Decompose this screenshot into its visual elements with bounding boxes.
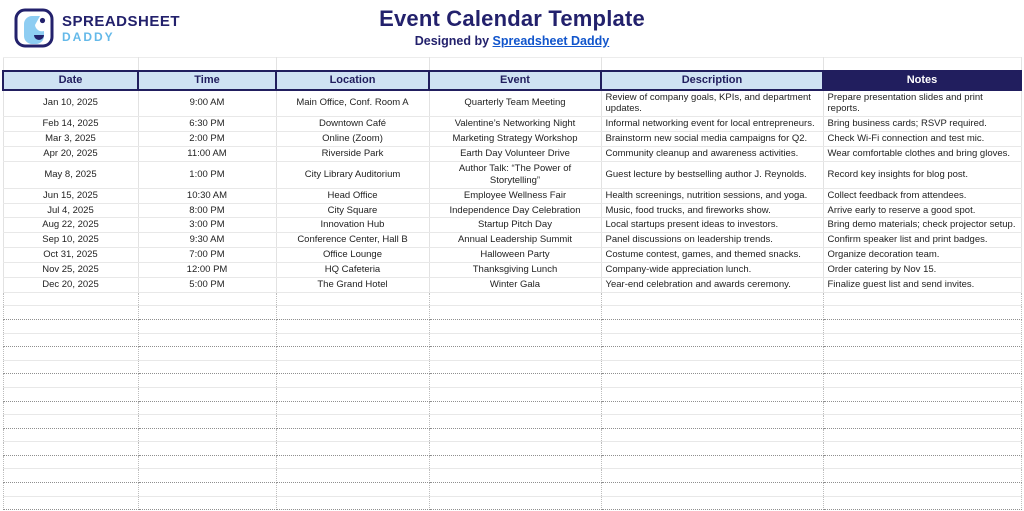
empty-cell[interactable] (823, 455, 1021, 469)
cell-description[interactable]: Company-wide appreciation lunch. (601, 263, 823, 278)
cell-event[interactable]: Quarterly Team Meeting (429, 90, 601, 117)
empty-row (3, 374, 1021, 388)
table-row (3, 203, 1021, 218)
empty-cell[interactable] (138, 455, 276, 469)
page-header (0, 0, 1024, 57)
cell-date[interactable]: Sep 10, 2025 (3, 233, 138, 248)
cell-date[interactable]: Jun 15, 2025 (3, 188, 138, 203)
cell-description[interactable]: Informal networking event for local entrepreneurs. (601, 117, 823, 132)
empty-cell[interactable] (601, 387, 823, 401)
empty-cell[interactable] (276, 292, 429, 306)
cell-notes[interactable]: Arrive early to reserve a good spot. (823, 203, 1021, 218)
empty-row (3, 442, 1021, 456)
empty-row (3, 483, 1021, 497)
empty-cell[interactable] (823, 347, 1021, 361)
empty-cell[interactable] (276, 428, 429, 442)
cell-description[interactable]: Costume contest, games, and themed snacks. (601, 248, 823, 263)
empty-cell[interactable] (276, 333, 429, 347)
cell-description[interactable]: Brainstorm new social media campaigns for Q2. (601, 132, 823, 147)
empty-cell[interactable] (429, 292, 601, 306)
cell-event[interactable]: Annual Leadership Summit (429, 233, 601, 248)
empty-cell[interactable] (3, 319, 138, 333)
empty-cell[interactable] (823, 374, 1021, 388)
cell-description[interactable]: Guest lecture by bestselling author J. Reynolds. (601, 161, 823, 188)
column-header-event[interactable]: Event (429, 71, 601, 90)
empty-cell[interactable] (429, 442, 601, 456)
empty-cell[interactable] (138, 306, 276, 320)
empty-cell[interactable] (601, 360, 823, 374)
event-calendar-table (2, 57, 1022, 510)
cell-notes[interactable]: Bring demo materials; check projector setup. (823, 218, 1021, 233)
empty-cell[interactable] (601, 333, 823, 347)
empty-cell[interactable] (429, 415, 601, 429)
empty-cell[interactable] (429, 333, 601, 347)
logo-text-bottom: DADDY (62, 29, 115, 44)
empty-cell[interactable] (3, 306, 138, 320)
empty-cell[interactable] (3, 347, 138, 361)
empty-cell[interactable] (429, 319, 601, 333)
page-subtitle (0, 34, 1024, 48)
empty-cell[interactable] (823, 469, 1021, 483)
cell-date[interactable]: Jan 10, 2025 (3, 90, 138, 117)
empty-cell[interactable] (3, 292, 138, 306)
empty-cell[interactable] (3, 387, 138, 401)
empty-cell[interactable] (601, 401, 823, 415)
empty-cell[interactable] (3, 483, 138, 497)
empty-row (3, 415, 1021, 429)
empty-row (3, 455, 1021, 469)
empty-cell[interactable] (429, 306, 601, 320)
logo-text-top: SPREADSHEET (62, 12, 181, 30)
empty-row (3, 401, 1021, 415)
empty-cell[interactable] (138, 387, 276, 401)
cell-location[interactable]: Downtown Café (276, 117, 429, 132)
cell-event[interactable]: Winter Gala (429, 277, 601, 292)
empty-row (3, 333, 1021, 347)
empty-cell[interactable] (601, 469, 823, 483)
column-header-location[interactable]: Location (276, 71, 429, 90)
empty-cell[interactable] (138, 415, 276, 429)
empty-cell[interactable] (138, 483, 276, 497)
cell-notes[interactable]: Finalize guest list and send invites. (823, 277, 1021, 292)
cell-date[interactable]: Nov 25, 2025 (3, 263, 138, 278)
empty-cell[interactable] (601, 306, 823, 320)
cell-time[interactable]: 3:00 PM (138, 218, 276, 233)
cell-location[interactable]: Riverside Park (276, 147, 429, 162)
empty-cell[interactable] (276, 387, 429, 401)
table-row (3, 90, 1021, 117)
cell-description[interactable]: Community cleanup and awareness activities. (601, 147, 823, 162)
empty-row (3, 292, 1021, 306)
table-row (3, 263, 1021, 278)
table-row (3, 218, 1021, 233)
cell-time[interactable]: 2:00 PM (138, 132, 276, 147)
cell-notes[interactable]: Collect feedback from attendees. (823, 188, 1021, 203)
page-title: Event Calendar Template (379, 6, 645, 31)
cell-location[interactable]: Online (Zoom) (276, 132, 429, 147)
column-header-date[interactable]: Date (3, 71, 138, 90)
empty-cell[interactable] (429, 483, 601, 497)
empty-cell[interactable] (276, 374, 429, 388)
empty-cell[interactable] (3, 428, 138, 442)
cell-description[interactable]: Panel discussions on leadership trends. (601, 233, 823, 248)
column-header-time[interactable]: Time (138, 71, 276, 90)
cell-event[interactable]: Valentine’s Networking Night (429, 117, 601, 132)
cell-time[interactable]: 11:00 AM (138, 147, 276, 162)
empty-cell[interactable] (138, 333, 276, 347)
empty-row (3, 319, 1021, 333)
cell-notes[interactable]: Order catering by Nov 15. (823, 263, 1021, 278)
empty-cell[interactable] (601, 292, 823, 306)
empty-cell[interactable] (601, 496, 823, 510)
empty-cell[interactable] (823, 319, 1021, 333)
empty-cell[interactable] (823, 442, 1021, 456)
empty-cell[interactable] (601, 483, 823, 497)
cell-date[interactable]: May 8, 2025 (3, 161, 138, 188)
empty-cell[interactable] (138, 442, 276, 456)
empty-cell[interactable] (276, 496, 429, 510)
cell-event[interactable]: Author Talk: “The Power of Storytelling” (429, 161, 601, 188)
empty-cell[interactable] (3, 469, 138, 483)
empty-cell[interactable] (429, 401, 601, 415)
cell-description[interactable]: Year-end celebration and awards ceremony. (601, 277, 823, 292)
cell-event[interactable]: Thanksgiving Lunch (429, 263, 601, 278)
empty-cell[interactable] (3, 401, 138, 415)
table-row (3, 132, 1021, 147)
cell-description[interactable]: Local startups present ideas to investors. (601, 218, 823, 233)
empty-cell[interactable] (429, 496, 601, 510)
empty-cell[interactable] (429, 387, 601, 401)
table-row (3, 161, 1021, 188)
table-row (3, 233, 1021, 248)
empty-cell[interactable] (429, 347, 601, 361)
cell-location[interactable]: City Library Auditorium (276, 161, 429, 188)
cell-date[interactable]: Mar 3, 2025 (3, 132, 138, 147)
empty-cell[interactable] (138, 347, 276, 361)
column-header-description[interactable]: Description (601, 71, 823, 90)
empty-cell[interactable] (276, 360, 429, 374)
cell-time[interactable]: 9:00 AM (138, 90, 276, 117)
empty-cell[interactable] (3, 496, 138, 510)
empty-cell[interactable] (138, 374, 276, 388)
empty-cell[interactable] (138, 496, 276, 510)
cell-event[interactable]: Earth Day Volunteer Drive (429, 147, 601, 162)
empty-cell[interactable] (138, 401, 276, 415)
empty-cell[interactable] (823, 428, 1021, 442)
cell-notes[interactable]: Check Wi-Fi connection and test mic. (823, 132, 1021, 147)
column-header-notes[interactable]: Notes (823, 71, 1021, 90)
cell-date[interactable]: Dec 20, 2025 (3, 277, 138, 292)
cell-event[interactable]: Halloween Party (429, 248, 601, 263)
cell-location[interactable]: Main Office, Conf. Room A (276, 90, 429, 117)
empty-cell[interactable] (3, 360, 138, 374)
cell-notes[interactable]: Confirm speaker list and print badges. (823, 233, 1021, 248)
empty-cell[interactable] (138, 319, 276, 333)
spreadsheet-daddy-link[interactable]: Spreadsheet Daddy (492, 34, 610, 48)
empty-cell[interactable] (3, 455, 138, 469)
table-row (3, 117, 1021, 132)
cell-time[interactable]: 5:00 PM (138, 277, 276, 292)
empty-cell[interactable] (429, 374, 601, 388)
empty-row (3, 360, 1021, 374)
empty-cell[interactable] (3, 333, 138, 347)
cell-event[interactable]: Independence Day Celebration (429, 203, 601, 218)
table-header-row (3, 71, 1021, 90)
cell-time[interactable]: 7:00 PM (138, 248, 276, 263)
empty-cell[interactable] (138, 360, 276, 374)
cell-date[interactable]: Aug 22, 2025 (3, 218, 138, 233)
empty-cell[interactable] (276, 415, 429, 429)
cell-event[interactable]: Marketing Strategy Workshop (429, 132, 601, 147)
table-row (3, 147, 1021, 162)
empty-cell[interactable] (429, 360, 601, 374)
cell-notes[interactable]: Wear comfortable clothes and bring gloves. (823, 147, 1021, 162)
empty-cell[interactable] (276, 401, 429, 415)
cell-location[interactable]: The Grand Hotel (276, 277, 429, 292)
empty-cell[interactable] (276, 319, 429, 333)
empty-row (3, 306, 1021, 320)
empty-cell[interactable] (276, 347, 429, 361)
empty-cell[interactable] (276, 306, 429, 320)
cell-location[interactable]: Conference Center, Hall B (276, 233, 429, 248)
cell-time[interactable]: 8:00 PM (138, 203, 276, 218)
cell-date[interactable]: Jul 4, 2025 (3, 203, 138, 218)
empty-cell[interactable] (823, 292, 1021, 306)
empty-cell[interactable] (3, 374, 138, 388)
empty-cell[interactable] (276, 442, 429, 456)
empty-cell[interactable] (138, 428, 276, 442)
cell-notes[interactable]: Organize decoration team. (823, 248, 1021, 263)
empty-cell[interactable] (138, 292, 276, 306)
empty-cell[interactable] (3, 415, 138, 429)
event-table-body (3, 90, 1021, 510)
cell-description[interactable]: Review of company goals, KPIs, and department updates. (601, 90, 823, 117)
cell-location[interactable]: Office Lounge (276, 248, 429, 263)
cell-date[interactable]: Apr 20, 2025 (3, 147, 138, 162)
empty-cell[interactable] (276, 455, 429, 469)
cell-location[interactable]: Innovation Hub (276, 218, 429, 233)
cell-time[interactable]: 10:30 AM (138, 188, 276, 203)
empty-row (3, 469, 1021, 483)
empty-cell[interactable] (601, 374, 823, 388)
cell-date[interactable]: Oct 31, 2025 (3, 248, 138, 263)
empty-cell[interactable] (601, 415, 823, 429)
cell-time[interactable]: 1:00 PM (138, 161, 276, 188)
empty-cell[interactable] (823, 401, 1021, 415)
empty-cell[interactable] (823, 306, 1021, 320)
cell-notes[interactable]: Bring business cards; RSVP required. (823, 117, 1021, 132)
empty-cell[interactable] (601, 442, 823, 456)
table-row (3, 248, 1021, 263)
empty-row (3, 496, 1021, 510)
empty-cell[interactable] (276, 469, 429, 483)
empty-cell[interactable] (3, 442, 138, 456)
empty-cell[interactable] (823, 360, 1021, 374)
empty-row (3, 347, 1021, 361)
cell-location[interactable]: HQ Cafeteria (276, 263, 429, 278)
empty-cell[interactable] (276, 483, 429, 497)
cell-notes[interactable]: Prepare presentation slides and print reports. (823, 90, 1021, 117)
table-row (3, 188, 1021, 203)
subtitle-prefix: Designed by (414, 34, 493, 48)
empty-cell[interactable] (138, 469, 276, 483)
empty-cell[interactable] (823, 496, 1021, 510)
empty-row (3, 387, 1021, 401)
title-block (0, 6, 1024, 48)
cell-location[interactable]: City Square (276, 203, 429, 218)
spacer-row (3, 58, 1021, 71)
cell-time[interactable]: 6:30 PM (138, 117, 276, 132)
cell-time[interactable]: 12:00 PM (138, 263, 276, 278)
cell-time[interactable]: 9:30 AM (138, 233, 276, 248)
cell-event[interactable]: Startup Pitch Day (429, 218, 601, 233)
empty-cell[interactable] (601, 347, 823, 361)
table-row (3, 277, 1021, 292)
empty-cell[interactable] (823, 387, 1021, 401)
cell-description[interactable]: Music, food trucks, and fireworks show. (601, 203, 823, 218)
cell-location[interactable]: Head Office (276, 188, 429, 203)
cell-event[interactable]: Employee Wellness Fair (429, 188, 601, 203)
empty-cell[interactable] (601, 428, 823, 442)
empty-row (3, 428, 1021, 442)
empty-cell[interactable] (601, 455, 823, 469)
cell-date[interactable]: Feb 14, 2025 (3, 117, 138, 132)
cell-notes[interactable]: Record key insights for blog post. (823, 161, 1021, 188)
empty-cell[interactable] (823, 415, 1021, 429)
empty-cell[interactable] (823, 483, 1021, 497)
empty-cell[interactable] (429, 455, 601, 469)
empty-cell[interactable] (429, 428, 601, 442)
empty-cell[interactable] (601, 319, 823, 333)
cell-description[interactable]: Health screenings, nutrition sessions, and yoga. (601, 188, 823, 203)
empty-cell[interactable] (823, 333, 1021, 347)
empty-cell[interactable] (429, 469, 601, 483)
